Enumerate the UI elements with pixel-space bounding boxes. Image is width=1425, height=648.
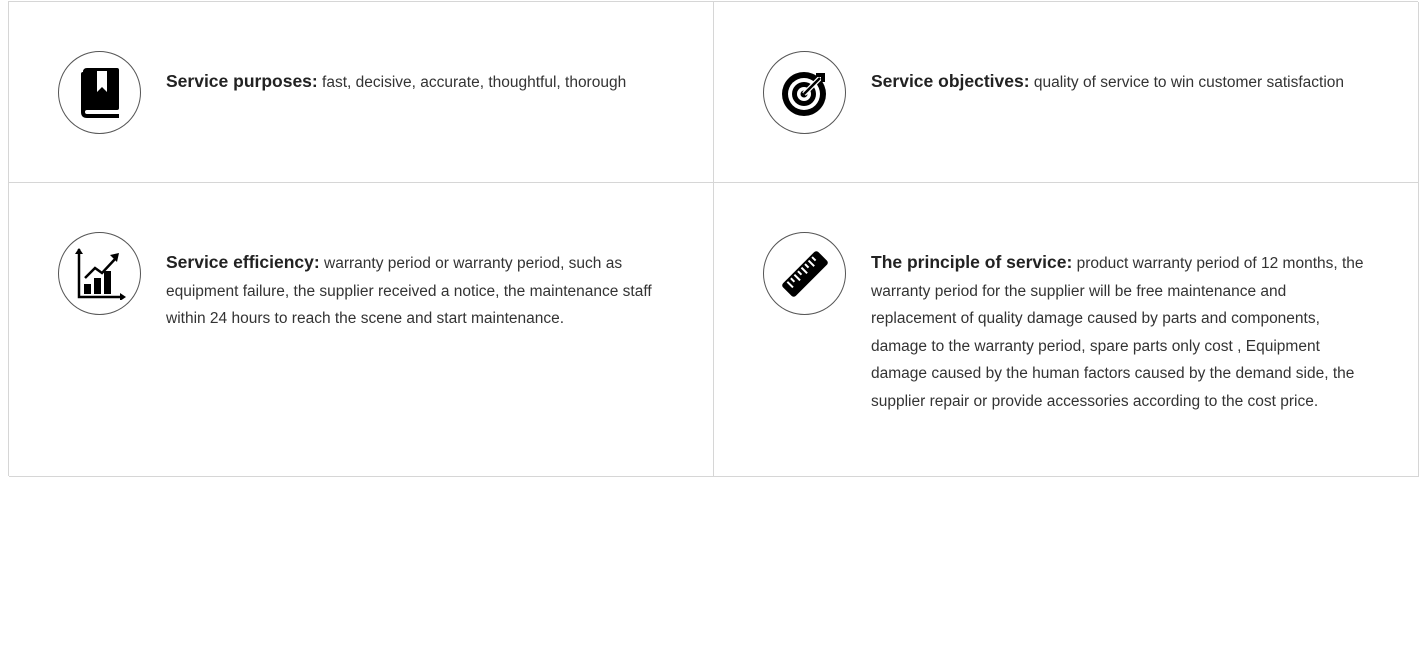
service-efficiency-text bbox=[166, 249, 666, 333]
service-objectives-text bbox=[871, 68, 1371, 97]
ruler-icon bbox=[763, 232, 846, 315]
service-principle-card bbox=[714, 183, 1419, 477]
service-purposes-text bbox=[166, 68, 666, 97]
book-icon bbox=[58, 51, 141, 134]
card-title: Service purposes: bbox=[166, 71, 318, 91]
card-title: The principle of service: bbox=[871, 252, 1073, 272]
service-info-grid bbox=[8, 1, 1418, 476]
card-body: warranty period or warranty period, such as equipment failure, the supplier received a notice, the maintenance staff within 24 hours to reach the scene and start maintenance. bbox=[166, 255, 652, 327]
service-purposes-card bbox=[9, 2, 714, 183]
card-body: product warranty period of 12 months, the warranty period for the supplier will be free maintenance and replacement of quality damage caused by parts and components, damage to the warranty period, spare parts only cost , Equipment damage caused by the human factors caused by the demand side, the supplier repair or provide accessories according to the cost price. bbox=[871, 255, 1364, 410]
growth-chart-icon bbox=[58, 232, 141, 315]
card-body: quality of service to win customer satisfaction bbox=[1033, 74, 1345, 91]
service-objectives-card bbox=[714, 2, 1419, 183]
service-principle-text bbox=[871, 249, 1371, 415]
card-title: Service objectives: bbox=[871, 71, 1030, 91]
card-body: fast, decisive, accurate, thoughtful, thorough bbox=[322, 74, 627, 91]
card-title: Service efficiency: bbox=[166, 252, 320, 272]
service-efficiency-card bbox=[9, 183, 714, 477]
target-icon bbox=[763, 51, 846, 134]
